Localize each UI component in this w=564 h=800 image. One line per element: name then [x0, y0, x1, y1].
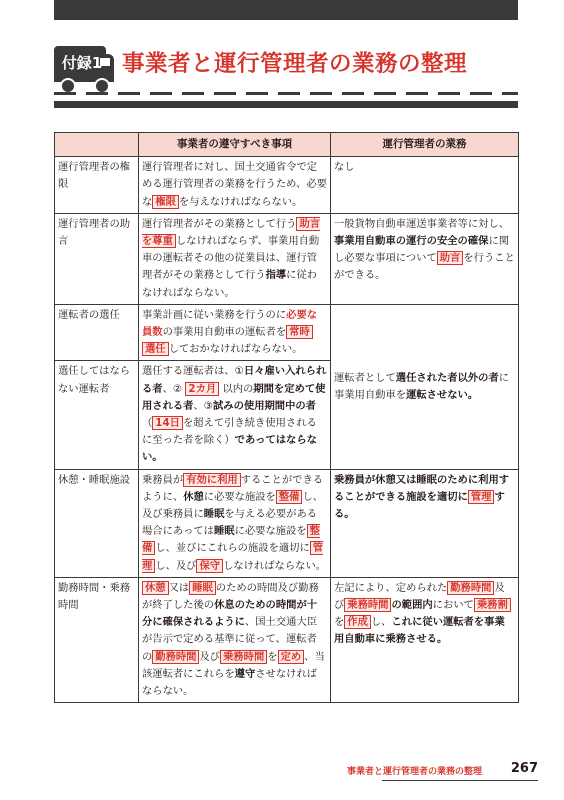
boxed-keyword: 管理	[142, 542, 324, 572]
text-segment: しておかなければならない。	[168, 343, 303, 356]
table-row	[55, 304, 519, 361]
header-business: 事業者の遵守すべき事項	[139, 133, 331, 157]
boxed-keyword: 権限	[152, 195, 179, 209]
text-segment: を行うことができる。	[334, 252, 515, 282]
table-row	[55, 157, 519, 214]
text-segment: 以内の	[219, 382, 254, 395]
footer-title: 事業者と運行管理者の業務の整理	[346, 767, 482, 777]
text-segment: 運転させない。	[406, 388, 479, 401]
text-segment: に従わなければならない。	[142, 269, 318, 299]
text-segment: 一般貨物自動車運送事業者等に対し、	[334, 217, 510, 230]
text-segment: に関し必要な事項について	[334, 235, 510, 265]
table-header-row	[55, 133, 519, 157]
text-segment: に必要な施設を	[234, 525, 307, 538]
row-label: 休憩・睡眠施設	[55, 469, 139, 577]
text-segment: 運転者として	[334, 371, 396, 384]
text-segment: 試みの使用期間中の者	[213, 399, 316, 412]
text-segment: なし	[334, 161, 355, 174]
boxed-keyword: 定め	[278, 650, 305, 664]
text-segment: 睡眠	[213, 525, 235, 538]
boxed-keyword: 休憩	[142, 581, 169, 595]
boxed-keyword: 2カ月	[185, 382, 219, 396]
row-label: 運行管理者の助言	[55, 213, 139, 304]
boxed-keyword: 常時	[286, 325, 313, 339]
boxed-keyword: 乗務時間	[344, 598, 391, 612]
boxed-keyword: 整備	[142, 525, 320, 555]
boxed-keyword: 勤務時間	[447, 581, 494, 595]
text-segment: を与える必要がある場合にあっては	[142, 508, 318, 538]
boxed-keyword: 睡眠	[189, 581, 216, 595]
table-row	[55, 213, 519, 304]
text-segment: 、国土交通大臣が告示で定める基準に従って、運転者の	[142, 616, 318, 663]
text-segment: 休息のための時間が十分に確保されるように	[142, 599, 318, 629]
text-segment: 必要な員数	[142, 308, 318, 339]
text-segment: し、並びにこれらの施設を適切に	[155, 542, 310, 555]
boxed-keyword: 乗務割	[474, 598, 511, 612]
text-segment: 睡眠	[203, 508, 225, 521]
text-segment: これに従い運転者を事業用自動車に乗務させる。	[334, 616, 505, 646]
table-row	[55, 577, 519, 702]
text-segment: 又は	[168, 581, 190, 594]
boxed-keyword: 作成	[344, 615, 371, 629]
boxed-keyword: 整備	[276, 490, 303, 504]
page-footer	[0, 762, 564, 782]
text-segment: に必要な施設を	[203, 490, 276, 503]
manager-cell	[331, 469, 519, 577]
business-cell	[139, 157, 331, 214]
text-segment: 運行管理者がその業務として行う	[142, 217, 297, 230]
boxed-keyword: 助言	[437, 251, 464, 265]
manager-cell	[331, 213, 519, 304]
text-segment: を	[267, 650, 278, 663]
text-segment: し、	[370, 616, 392, 629]
text-segment: 事業用自動車の運行の安全の確保	[334, 235, 489, 248]
text-segment: を与えなければならない。	[178, 195, 303, 208]
appendix-badge: 付録1	[61, 54, 103, 72]
appendix-header	[54, 34, 518, 96]
text-segment: を	[334, 616, 345, 629]
text-segment: （	[142, 417, 153, 430]
footer-rule	[382, 780, 538, 781]
boxed-keyword: 選任	[142, 342, 169, 356]
text-segment: であってはならない。	[142, 434, 317, 464]
text-segment: 乗務員が休憩又は睡眠のために利用することができる施設を適切に	[334, 473, 510, 503]
text-segment: 日々雇い入れられる者	[142, 365, 327, 395]
duties-table	[54, 132, 519, 703]
text-segment: 、②	[162, 382, 186, 395]
text-segment: 運行管理者に対し、国土交通省令で定める運行管理者の業務を行うため、必要な	[142, 161, 327, 208]
business-cell	[139, 577, 331, 702]
header-manager: 運行管理者の業務	[331, 133, 519, 157]
text-segment: することができるように、	[142, 473, 324, 503]
manager-cell	[331, 157, 519, 214]
text-segment: する。	[334, 490, 505, 521]
manager-cell	[331, 577, 519, 702]
text-segment: し、及び乗務員に	[142, 490, 324, 521]
truck-icon	[54, 46, 114, 96]
text-segment: 、③	[193, 399, 214, 412]
text-segment: の事業用自動車の運転者を	[162, 326, 287, 339]
manager-cell	[331, 304, 519, 469]
text-segment: の範囲内	[391, 599, 433, 612]
header-blank	[55, 133, 139, 157]
boxed-keyword: 管理	[468, 490, 495, 504]
text-segment: 選任された者以外の者	[395, 371, 499, 384]
boxed-keyword: 助言を尊重	[142, 217, 321, 248]
text-segment: 休憩	[183, 490, 204, 503]
text-segment: のための時間及び勤務が終了した後の	[142, 581, 319, 612]
top-bar	[54, 0, 518, 20]
boxed-keyword: 保守	[196, 559, 223, 573]
page-number: 267	[510, 761, 538, 776]
text-segment: 左記により、定められた	[334, 581, 448, 594]
table-row	[55, 469, 519, 577]
text-segment: 、当該運転者にこれらを	[142, 650, 325, 680]
text-segment: を超えて引き続き使用されるに至った者を除く）	[142, 417, 317, 447]
business-cell	[139, 361, 331, 469]
text-segment: 及び	[199, 650, 221, 663]
row-label: 運行管理者の権限	[55, 157, 139, 214]
boxed-keyword: 勤務時間	[152, 650, 199, 664]
boxed-keyword: 14日	[152, 416, 183, 430]
text-segment: 乗務員が	[142, 473, 184, 486]
header-rule	[54, 101, 518, 108]
text-segment: しなければならない。	[223, 559, 327, 572]
boxed-keyword: 有効に利用	[183, 473, 240, 487]
page-title: 事業者と運行管理者の業務の整理	[122, 51, 468, 77]
text-segment: 指導	[265, 269, 287, 282]
business-cell	[139, 469, 331, 577]
text-segment: させなければならない。	[142, 667, 318, 698]
text-segment: 期間を定めて使用される者	[142, 382, 326, 412]
boxed-keyword: 乗務時間	[220, 650, 267, 664]
text-segment: において	[432, 599, 474, 612]
text-segment: し、及び	[155, 559, 197, 572]
business-cell	[139, 304, 331, 361]
text-segment: しなければならず、事業用自動車の運転者その他の従業員は、運行管理者がその業務として行う	[142, 235, 320, 282]
text-segment: 遵守	[234, 667, 256, 680]
business-cell	[139, 213, 331, 304]
row-label: 選任してはならない運転者	[55, 361, 139, 469]
text-segment: 及び	[334, 581, 505, 612]
row-label: 勤務時間・乗務時間	[55, 577, 139, 702]
dashed-divider	[54, 92, 518, 95]
text-segment: 事業計画に従い業務を行うのに	[142, 308, 287, 321]
row-label: 運転者の選任	[55, 304, 139, 361]
text-segment: 選任する運転者は、①	[142, 365, 244, 378]
text-segment: に事業用自動車を	[334, 371, 510, 401]
